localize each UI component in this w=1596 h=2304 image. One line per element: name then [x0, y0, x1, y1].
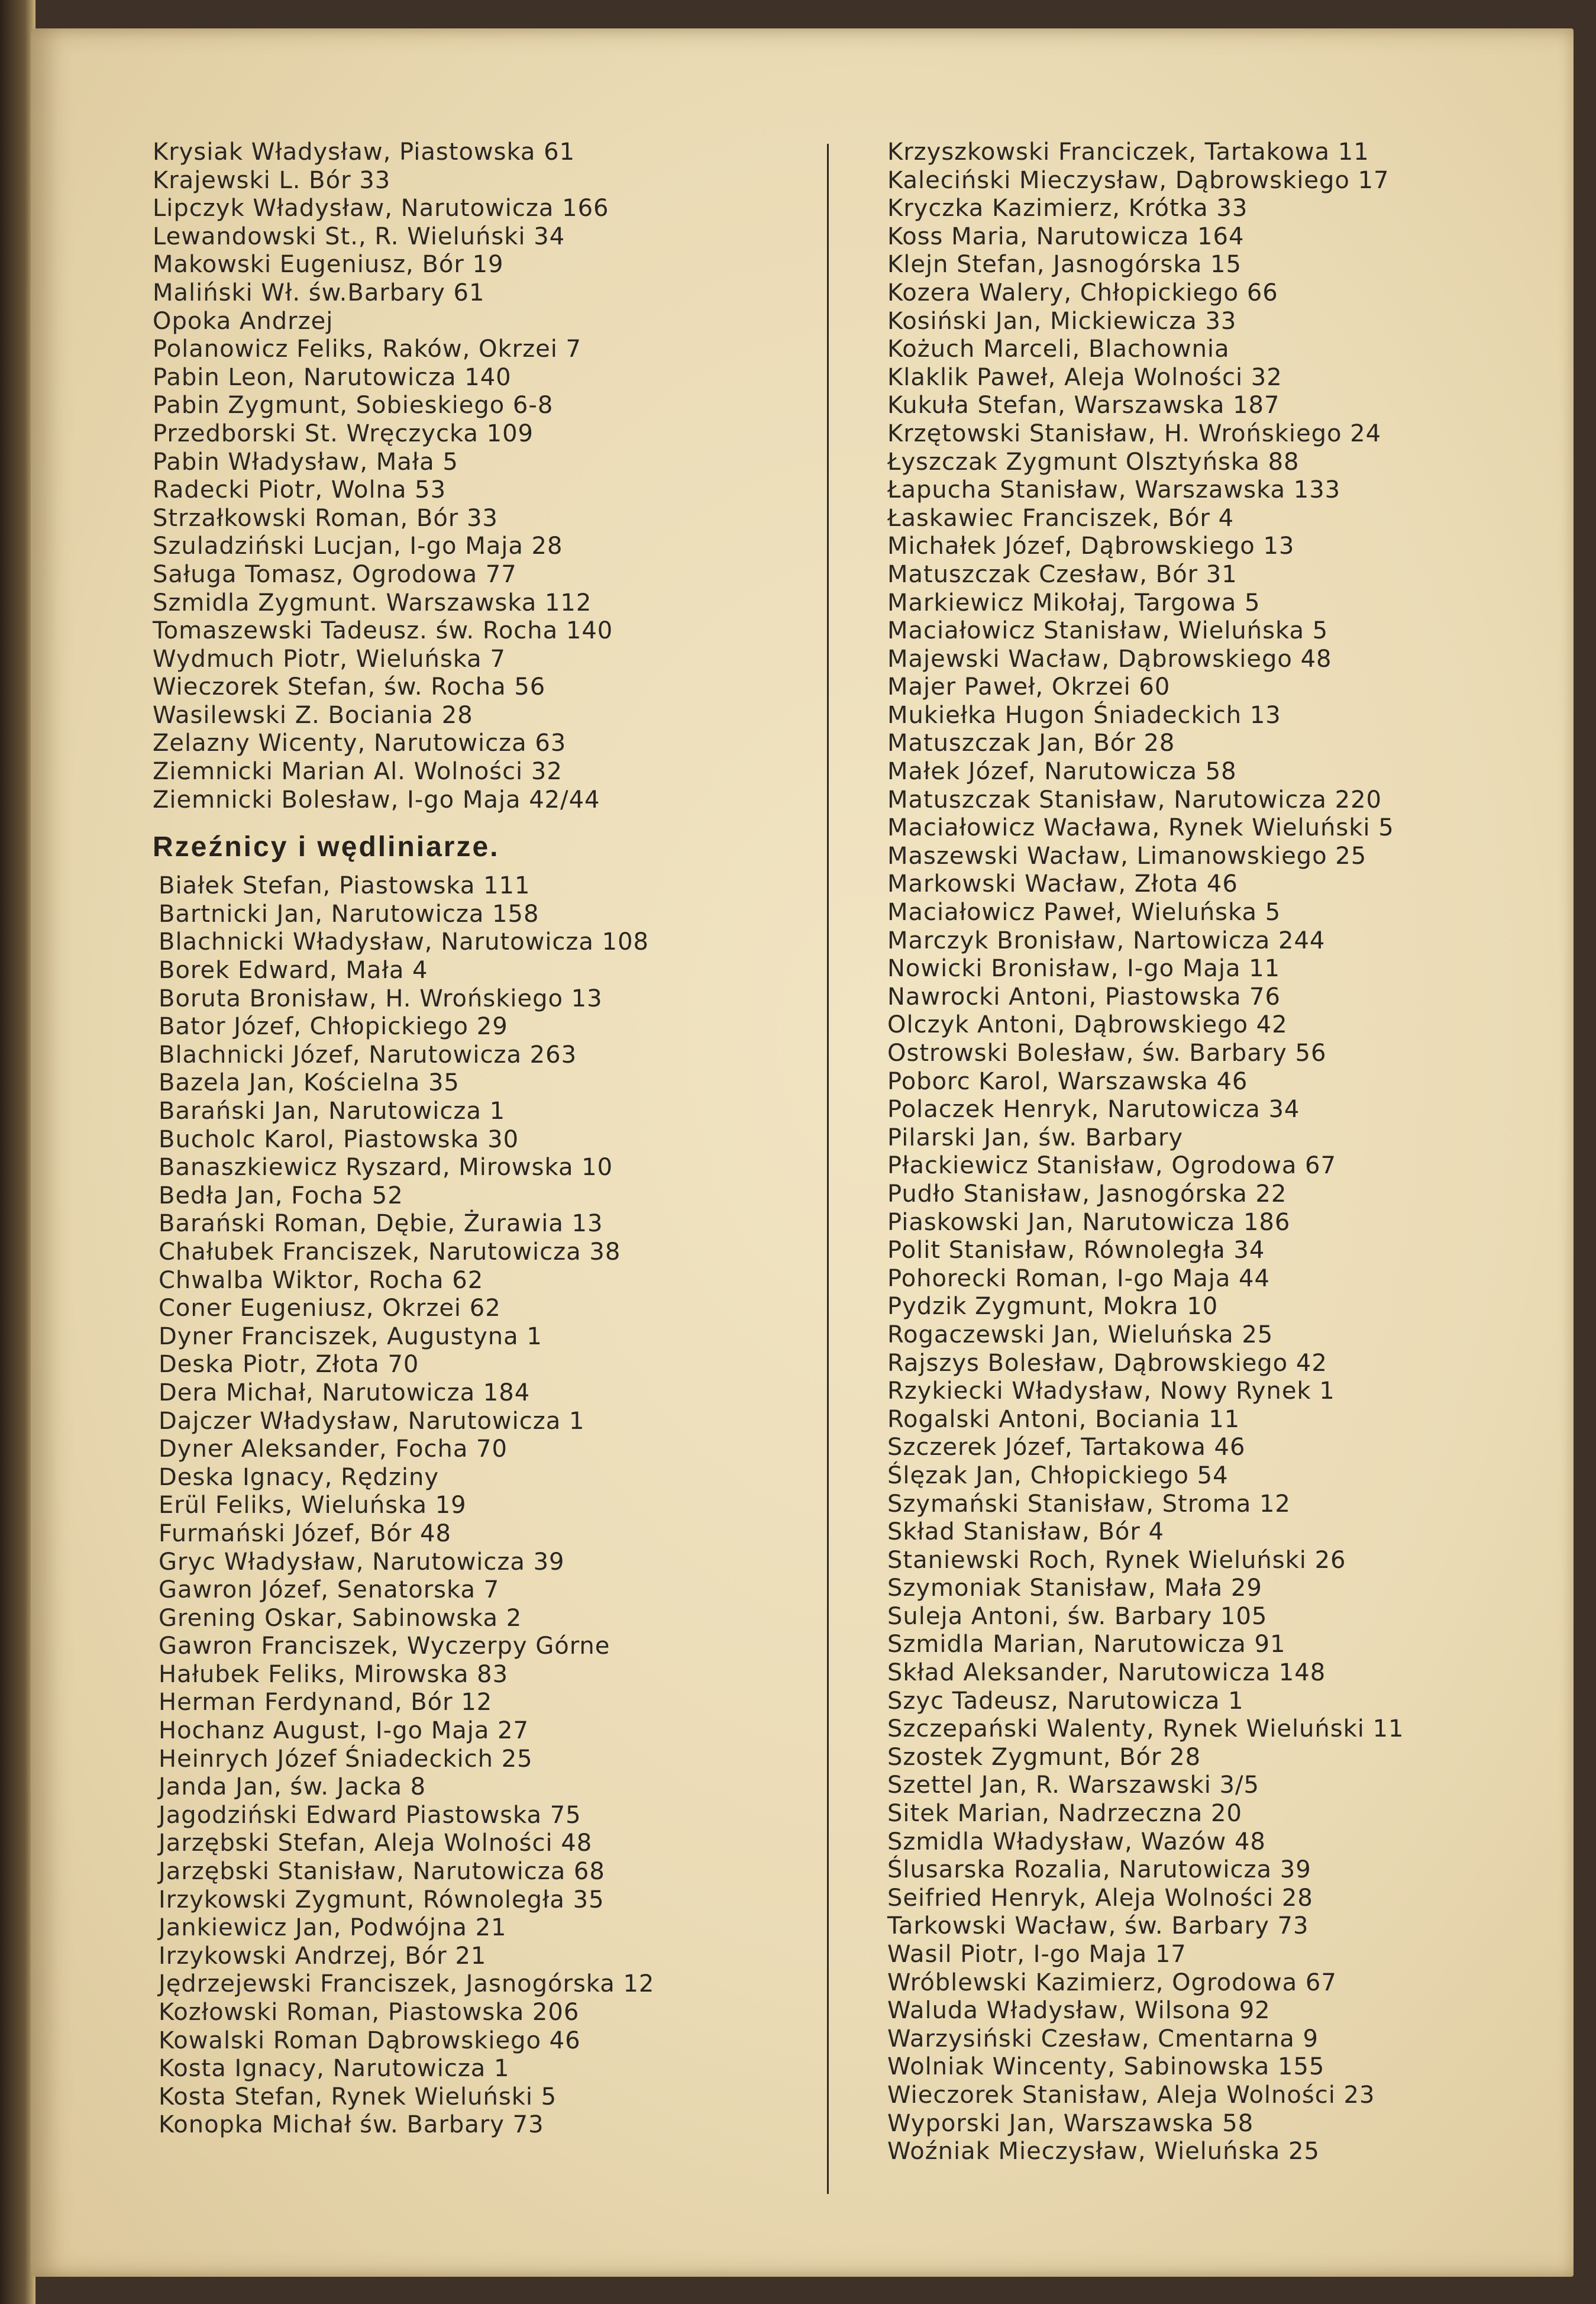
directory-entry: Gawron Józef, Senatorska 7	[159, 1576, 500, 1604]
directory-entry: Matuszczak Jan, Bór 28	[887, 730, 1175, 757]
directory-entry: Pabin Leon, Narutowicza 140	[153, 363, 512, 391]
book-binding-edge	[0, 0, 35, 2304]
directory-entry: Makowski Eugeniusz, Bór 19	[153, 251, 504, 279]
directory-entry: Ostrowski Bolesław, św. Barbary 56	[887, 1040, 1327, 1067]
directory-entry: Piaskowski Jan, Narutowicza 186	[887, 1208, 1291, 1236]
directory-entry: Wasilewski Z. Bociania 28	[153, 701, 473, 729]
directory-entry: Kosiński Jan, Mickiewicza 33	[887, 307, 1237, 335]
directory-entry: Barański Jan, Narutowicza 1	[159, 1098, 506, 1125]
directory-entry: Blachnicki Józef, Narutowicza 263	[159, 1041, 577, 1069]
directory-entry: Dyner Aleksander, Focha 70	[159, 1435, 508, 1463]
directory-entry: Szyc Tadeusz, Narutowicza 1	[887, 1687, 1244, 1715]
directory-entry: Maciałowicz Paweł, Wieluńska 5	[887, 899, 1281, 927]
directory-entry: Saługa Tomasz, Ogrodowa 77	[153, 560, 517, 588]
directory-entry: Gryc Władysław, Narutowicza 39	[159, 1548, 565, 1576]
directory-entry: Tarkowski Wacław, św. Barbary 73	[887, 1912, 1309, 1940]
directory-entry: Suleja Antoni, św. Barbary 105	[887, 1602, 1268, 1630]
directory-entry: Deska Piotr, Złota 70	[159, 1351, 419, 1379]
directory-entry: Rogaczewski Jan, Wieluńska 25	[887, 1321, 1274, 1348]
directory-list-butchers	[153, 872, 803, 2140]
directory-entry: Szmidla Marian, Narutowicza 91	[887, 1631, 1286, 1658]
directory-entry: Olczyk Antoni, Dąbrowskiego 42	[887, 1011, 1288, 1039]
directory-entry: Wyporski Jan, Warszawska 58	[887, 2109, 1254, 2137]
directory-entry: Polanowicz Feliks, Raków, Okrzei 7	[153, 335, 581, 363]
directory-entry: Matuszczak Stanisław, Narutowicza 220	[887, 786, 1382, 814]
directory-entry: Pudło Stanisław, Jasnogórska 22	[887, 1180, 1287, 1208]
directory-entry: Borek Edward, Mała 4	[159, 957, 428, 985]
directory-entry: Janda Jan, św. Jacka 8	[159, 1773, 427, 1801]
directory-entry: Przedborski St. Wręczycka 109	[153, 420, 534, 447]
directory-entry: Dera Michał, Narutowicza 184	[159, 1379, 531, 1406]
directory-entry: Kozera Walery, Chłopickiego 66	[887, 279, 1278, 306]
directory-entry: Łyszczak Zygmunt Olsztyńska 88	[887, 448, 1300, 476]
directory-entry: Łapucha Stanisław, Warszawska 133	[887, 476, 1341, 504]
directory-entry: Rzykiecki Władysław, Nowy Rynek 1	[887, 1377, 1335, 1405]
directory-entry: Ślusarska Rozalia, Narutowicza 39	[887, 1856, 1311, 1884]
directory-entry: Krzyszkowski Franciczek, Tartakowa 11	[887, 138, 1369, 166]
directory-entry: Pohorecki Roman, I-go Maja 44	[887, 1264, 1270, 1292]
directory-entry: Markiewicz Mikołaj, Targowa 5	[887, 589, 1261, 617]
directory-entry: Majewski Wacław, Dąbrowskiego 48	[887, 645, 1332, 673]
directory-entry: Gawron Franciszek, Wyczerpy Górne	[159, 1632, 610, 1660]
directory-entry: Waluda Władysław, Wilsona 92	[887, 1997, 1271, 2025]
directory-entry: Tomaszewski Tadeusz. św. Rocha 140	[153, 617, 613, 645]
directory-entry: Hochanz August, I-go Maja 27	[159, 1717, 529, 1745]
directory-entry: Deska Ignacy, Rędziny	[159, 1463, 440, 1491]
directory-entry: Opoka Andrzej	[153, 307, 334, 335]
directory-entry: Krysiak Władysław, Piastowska 61	[153, 138, 576, 166]
directory-entry: Pabin Zygmunt, Sobieskiego 6-8	[153, 392, 554, 420]
directory-entry: Herman Ferdynand, Bór 12	[159, 1689, 493, 1716]
directory-entry: Szmidla Władysław, Wazów 48	[887, 1828, 1266, 1856]
directory-entry: Maciałowicz Stanisław, Wieluńska 5	[887, 617, 1329, 645]
directory-entry: Poborc Karol, Warszawska 46	[887, 1067, 1248, 1095]
directory-list-top	[153, 138, 803, 814]
directory-entry: Mukiełka Hugon Śniadeckich 13	[887, 701, 1281, 729]
directory-entry: Hałubek Feliks, Mirowska 83	[159, 1660, 509, 1688]
directory-entry: Wróblewski Kazimierz, Ogrodowa 67	[887, 1969, 1337, 1996]
directory-entry: Jarzębski Stanisław, Narutowicza 68	[159, 1858, 605, 1886]
directory-entry: Heinrych Józef Śniadeckich 25	[159, 1745, 533, 1773]
directory-entry: Szczerek Józef, Tartakowa 46	[887, 1434, 1246, 1461]
directory-entry: Klaklik Paweł, Aleja Wolności 32	[887, 363, 1282, 391]
directory-entry: Kożuch Marceli, Blachownia	[887, 335, 1230, 363]
directory-entry: Coner Eugeniusz, Okrzei 62	[159, 1295, 501, 1322]
directory-entry: Kosta Stefan, Rynek Wieluński 5	[159, 2083, 557, 2111]
directory-entry: Lewandowski St., R. Wieluński 34	[153, 222, 566, 250]
directory-entry: Klejn Stefan, Jasnogórska 15	[887, 251, 1242, 279]
directory-entry: Woźniak Mieczysław, Wieluńska 25	[887, 2138, 1320, 2166]
directory-entry: Bucholc Karol, Piastowska 30	[159, 1125, 519, 1153]
directory-entry: Boruta Bronisław, H. Wrońskiego 13	[159, 985, 603, 1012]
directory-entry: Pabin Władysław, Mała 5	[153, 448, 458, 476]
column-divider	[827, 144, 829, 2194]
directory-entry: Markowski Wacław, Złota 46	[887, 870, 1238, 898]
directory-entry: Pilarski Jan, św. Barbary	[887, 1124, 1184, 1151]
directory-entry: Krajewski L. Bór 33	[153, 166, 391, 194]
directory-entry: Matuszczak Czesław, Bór 31	[887, 560, 1238, 588]
directory-entry: Seifried Henryk, Aleja Wolności 28	[887, 1884, 1313, 1912]
directory-entry: Kowalski Roman Dąbrowskiego 46	[159, 2027, 581, 2054]
directory-entry: Jarzębski Stefan, Aleja Wolności 48	[159, 1829, 593, 1857]
directory-entry: Szmidla Zygmunt. Warszawska 112	[153, 589, 592, 617]
directory-entry: Małek Józef, Narutowicza 58	[887, 758, 1237, 786]
directory-entry: Majer Paweł, Okrzei 60	[887, 673, 1171, 701]
directory-entry: Maliński Wł. św.Barbary 61	[153, 279, 485, 306]
directory-entry: Szymański Stanisław, Stroma 12	[887, 1490, 1291, 1518]
directory-entry: Lipczyk Władysław, Narutowicza 166	[153, 195, 609, 222]
directory-entry: Maszewski Wacław, Limanowskiego 25	[887, 842, 1367, 870]
directory-entry: Łaskawiec Franciszek, Bór 4	[887, 504, 1235, 532]
directory-list-right	[887, 138, 1556, 2166]
directory-entry: Wieczorek Stanisław, Aleja Wolności 23	[887, 2081, 1375, 2109]
directory-entry: Chałubek Franciszek, Narutowicza 38	[159, 1238, 621, 1266]
directory-entry: Wydmuch Piotr, Wieluńska 7	[153, 645, 506, 673]
directory-entry: Bazela Jan, Kościelna 35	[159, 1069, 460, 1097]
section-heading: Rzeźnicy i wędliniarze.	[153, 831, 500, 863]
directory-entry: Szczepański Walenty, Rynek Wieluński 11	[887, 1715, 1404, 1743]
directory-entry: Banaszkiewicz Ryszard, Mirowska 10	[159, 1154, 613, 1182]
directory-entry: Rajszys Bolesław, Dąbrowskiego 42	[887, 1349, 1327, 1377]
directory-entry: Radecki Piotr, Wolna 53	[153, 476, 447, 504]
directory-entry: Wieczorek Stefan, św. Rocha 56	[153, 673, 546, 701]
directory-entry: Zelazny Wicenty, Narutowicza 63	[153, 730, 567, 757]
directory-entry: Polit Stanisław, Równoległa 34	[887, 1237, 1265, 1264]
directory-entry: Sitek Marian, Nadrzeczna 20	[887, 1800, 1242, 1828]
directory-entry: Maciałowicz Wacława, Rynek Wieluński 5	[887, 814, 1394, 842]
directory-entry: Kaleciński Mieczysław, Dąbrowskiego 17	[887, 166, 1390, 194]
directory-entry: Furmański Józef, Bór 48	[159, 1519, 451, 1547]
directory-entry: Kosta Ignacy, Narutowicza 1	[159, 2055, 510, 2083]
directory-entry: Strzałkowski Roman, Bór 33	[153, 504, 498, 532]
directory-entry: Koss Maria, Narutowicza 164	[887, 222, 1245, 250]
directory-entry: Ślęzak Jan, Chłopickiego 54	[887, 1461, 1229, 1489]
directory-entry: Marczyk Bronisław, Nartowicza 244	[887, 927, 1326, 954]
directory-entry: Kozłowski Roman, Piastowska 206	[159, 1999, 580, 2026]
directory-entry: Staniewski Roch, Rynek Wieluński 26	[887, 1546, 1346, 1574]
left-column	[153, 138, 803, 2140]
directory-entry: Dajczer Władysław, Narutowicza 1	[159, 1407, 585, 1435]
directory-entry: Szostek Zygmunt, Bór 28	[887, 1743, 1201, 1771]
directory-entry: Kukuła Stefan, Warszawska 187	[887, 392, 1280, 420]
directory-entry: Rogalski Antoni, Bociania 11	[887, 1405, 1240, 1433]
directory-entry: Szymoniak Stanisław, Mała 29	[887, 1574, 1262, 1602]
directory-entry: Dyner Franciszek, Augustyna 1	[159, 1322, 542, 1350]
directory-entry: Krzętowski Stanisław, H. Wrońskiego 24	[887, 420, 1382, 447]
directory-entry: Skład Stanisław, Bór 4	[887, 1518, 1164, 1546]
directory-entry: Irzykowski Andrzej, Bór 21	[159, 1942, 487, 1970]
directory-entry: Nawrocki Antoni, Piastowska 76	[887, 983, 1281, 1011]
directory-entry: Warzysiński Czesław, Cmentarna 9	[887, 2025, 1319, 2053]
directory-entry: Szuladziński Lucjan, I-go Maja 28	[153, 533, 563, 560]
directory-entry: Grening Oskar, Sabinowska 2	[159, 1604, 522, 1632]
directory-entry: Irzykowski Zygmunt, Równoległa 35	[159, 1886, 605, 1913]
directory-entry: Bator Józef, Chłopickiego 29	[159, 1013, 508, 1041]
directory-entry: Wasil Piotr, I-go Maja 17	[887, 1941, 1187, 1968]
directory-entry: Ziemnicki Marian Al. Wolności 32	[153, 758, 563, 786]
right-column	[887, 138, 1556, 2166]
directory-entry: Jagodziński Edward Piastowska 75	[159, 1801, 581, 1829]
directory-entry: Erül Feliks, Wieluńska 19	[159, 1492, 467, 1519]
directory-entry: Ziemnicki Bolesław, I-go Maja 42/44	[153, 786, 600, 814]
directory-entry: Kryczka Kazimierz, Krótka 33	[887, 195, 1248, 222]
directory-entry: Pydzik Zygmunt, Mokra 10	[887, 1293, 1219, 1321]
directory-entry: Płackiewicz Stanisław, Ogrodowa 67	[887, 1152, 1336, 1180]
directory-entry: Nowicki Bronisław, I-go Maja 11	[887, 955, 1281, 983]
directory-entry: Blachnicki Władysław, Narutowicza 108	[159, 928, 649, 956]
directory-entry: Chwalba Wiktor, Rocha 62	[159, 1266, 484, 1294]
directory-entry: Bedła Jan, Focha 52	[159, 1182, 403, 1209]
directory-entry: Wolniak Wincenty, Sabinowska 155	[887, 2053, 1325, 2081]
directory-entry: Szettel Jan, R. Warszawski 3/5	[887, 1771, 1259, 1799]
directory-entry: Skład Aleksander, Narutowicza 148	[887, 1659, 1326, 1687]
directory-entry: Konopka Michał św. Barbary 73	[159, 2111, 544, 2139]
directory-entry: Polaczek Henryk, Narutowicza 34	[887, 1096, 1300, 1124]
directory-entry: Jędrzejewski Franciszek, Jasnogórska 12	[159, 1970, 655, 1998]
directory-entry: Bartnicki Jan, Narutowicza 158	[159, 900, 539, 928]
document-page	[31, 28, 1574, 2277]
directory-entry: Michałek Józef, Dąbrowskiego 13	[887, 533, 1295, 560]
directory-entry: Białek Stefan, Piastowska 111	[159, 872, 531, 900]
directory-entry: Jankiewicz Jan, Podwójna 21	[159, 1914, 507, 1942]
directory-entry: Barański Roman, Dębie, Żurawia 13	[159, 1210, 603, 1238]
